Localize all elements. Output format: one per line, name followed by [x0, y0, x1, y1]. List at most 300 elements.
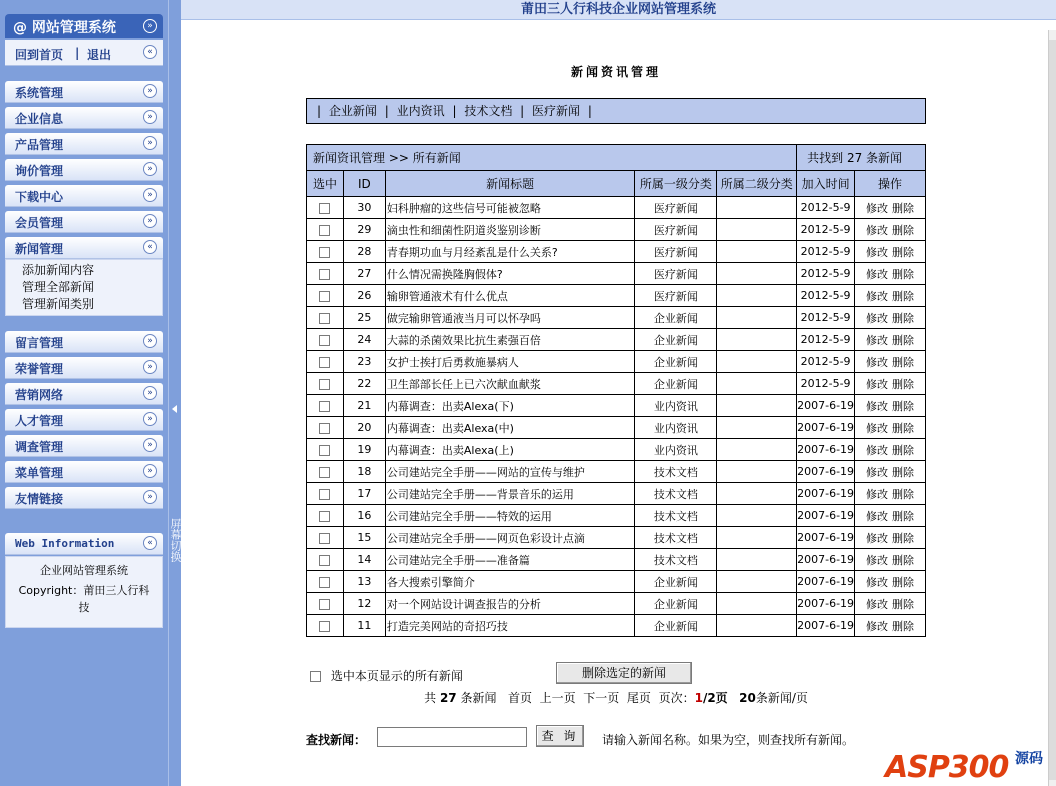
select-cell [307, 351, 344, 373]
actions-cell [855, 395, 926, 417]
id-cell: 14 [343, 549, 385, 571]
category-link[interactable]: 企业新闻 [328, 104, 377, 118]
date-cell: 2012-5-9 [797, 351, 855, 373]
edit-link[interactable]: 修改 [866, 421, 889, 435]
row-checkbox[interactable] [319, 445, 330, 456]
category1-cell: 医疗新闻 [635, 219, 717, 241]
date-cell: 2007-6-19 [797, 439, 855, 461]
actions-cell [855, 439, 926, 461]
menu-downloads[interactable] [5, 185, 163, 207]
title-cell[interactable]: 对一个网站设计调查报告的分析 [385, 593, 635, 615]
result-count: 共找到 27 条新闻 [797, 145, 926, 171]
category1-cell: 企业新闻 [635, 593, 717, 615]
delete-selected-button[interactable]: 删除选定的新闻 [556, 662, 692, 684]
menu-label: 营销网络 [15, 388, 64, 402]
actions-cell [855, 351, 926, 373]
menu-news[interactable] [5, 237, 163, 259]
actions-cell [855, 241, 926, 263]
edit-link[interactable]: 修改 [866, 333, 889, 347]
pager-per-page: 20 [739, 691, 756, 705]
separator: | [75, 46, 80, 60]
date-cell: 2007-6-19 [797, 571, 855, 593]
expand-icon[interactable]: » [143, 464, 157, 478]
edit-link[interactable]: 修改 [866, 553, 889, 567]
pager-total-prefix: 共 [424, 691, 437, 705]
web-info-copyright: Copyright：莆田三人行科 [18, 584, 150, 597]
date-cell: 2007-6-19 [797, 395, 855, 417]
category1-cell: 技术文档 [635, 549, 717, 571]
category2-cell [717, 527, 797, 549]
row-checkbox[interactable] [319, 577, 330, 588]
row-checkbox[interactable] [319, 511, 330, 522]
expand-icon[interactable]: » [143, 162, 157, 176]
date-cell: 2007-6-19 [797, 417, 855, 439]
category2-cell [717, 351, 797, 373]
id-cell: 20 [343, 417, 385, 439]
category1-cell: 技术文档 [635, 483, 717, 505]
edit-link[interactable]: 修改 [866, 619, 889, 633]
expand-icon[interactable]: » [143, 188, 157, 202]
category1-cell: 业内资讯 [635, 395, 717, 417]
table-row [307, 197, 926, 219]
search-hint: 请输入新闻名称。如果为空，则查找所有新闻。 [602, 733, 855, 747]
row-checkbox[interactable] [319, 335, 330, 346]
category2-cell [717, 417, 797, 439]
scrollbar-thumb[interactable] [1049, 40, 1056, 780]
delete-link[interactable]: 删除 [892, 443, 915, 457]
menu-label: 产品管理 [15, 138, 64, 152]
edit-link[interactable]: 修改 [866, 509, 889, 523]
category2-cell [717, 307, 797, 329]
web-info-header [5, 533, 163, 555]
date-cell: 2012-5-9 [797, 263, 855, 285]
actions-cell [855, 593, 926, 615]
menu-label: 企业信息 [15, 112, 64, 126]
edit-link[interactable]: 修改 [866, 311, 889, 325]
table-row [307, 571, 926, 593]
title-cell[interactable]: 各大搜索引擎简介 [385, 571, 635, 593]
table-row [307, 219, 926, 241]
category1-cell: 医疗新闻 [635, 285, 717, 307]
select-cell [307, 197, 344, 219]
row-checkbox[interactable] [319, 357, 330, 368]
id-cell: 17 [343, 483, 385, 505]
id-cell: 13 [343, 571, 385, 593]
menu-messages[interactable] [5, 331, 163, 353]
pager-first[interactable]: 首页 [507, 691, 532, 705]
delete-link[interactable]: 删除 [892, 377, 915, 391]
table-row [307, 593, 926, 615]
collapse-icon[interactable]: » [143, 19, 157, 33]
select-cell [307, 461, 344, 483]
column-header: 操作 [855, 171, 926, 197]
pager-last[interactable]: 尾页 [626, 691, 651, 705]
id-cell: 15 [343, 527, 385, 549]
web-info-panel [5, 556, 163, 628]
select-cell [307, 439, 344, 461]
title-cell[interactable]: 内幕调查：出卖Alexa(下) [385, 395, 635, 417]
delete-link[interactable]: 删除 [892, 245, 915, 259]
delete-link[interactable]: 删除 [892, 333, 915, 347]
table-row [307, 615, 926, 637]
date-cell: 2007-6-19 [797, 483, 855, 505]
title-cell[interactable]: 内幕调查：出卖Alexa(上) [385, 439, 635, 461]
actions-cell [855, 571, 926, 593]
menu-label: 新闻管理 [15, 242, 64, 256]
select-cell [307, 505, 344, 527]
category2-cell [717, 197, 797, 219]
menu-label: 系统管理 [15, 86, 64, 100]
category2-cell [717, 285, 797, 307]
actions-cell [855, 329, 926, 351]
date-cell: 2007-6-19 [797, 527, 855, 549]
category2-cell [717, 395, 797, 417]
table-row [307, 483, 926, 505]
column-header: 加入时间 [797, 171, 855, 197]
delete-link[interactable]: 删除 [892, 509, 915, 523]
column-header: 新闻标题 [385, 171, 635, 197]
id-cell: 25 [343, 307, 385, 329]
delete-link[interactable]: 删除 [892, 487, 915, 501]
submenu-add-news[interactable]: 添加新闻内容 [22, 263, 95, 277]
delete-link[interactable]: 删除 [892, 465, 915, 479]
table-row [307, 307, 926, 329]
logo-title: @ 网站管理系统 [13, 20, 116, 36]
title-cell[interactable]: 公司建站完全手册——网页色彩设计点滴 [385, 527, 635, 549]
title-cell[interactable]: 滴虫性和细菌性阴道炎鉴别诊断 [385, 219, 635, 241]
category1-cell: 医疗新闻 [635, 241, 717, 263]
select-cell [307, 417, 344, 439]
id-cell: 18 [343, 461, 385, 483]
expand-icon[interactable]: » [143, 438, 157, 452]
category2-cell [717, 549, 797, 571]
category2-cell [717, 263, 797, 285]
category1-cell: 企业新闻 [635, 351, 717, 373]
edit-link[interactable]: 修改 [866, 575, 889, 589]
expand-icon[interactable]: » [143, 360, 157, 374]
edit-link[interactable]: 修改 [866, 487, 889, 501]
edit-link[interactable]: 修改 [866, 245, 889, 259]
title-cell[interactable]: 妇科肿瘤的这些信号可能被忽略 [385, 197, 635, 219]
delete-link[interactable]: 删除 [892, 421, 915, 435]
title-cell[interactable]: 女护士挨打后勇救施暴病人 [385, 351, 635, 373]
category1-cell: 业内资讯 [635, 417, 717, 439]
actions-cell [855, 505, 926, 527]
menu-members[interactable] [5, 211, 163, 233]
actions-cell [855, 373, 926, 395]
row-checkbox[interactable] [319, 423, 330, 434]
row-checkbox[interactable] [319, 599, 330, 610]
web-info-line: 企业网站管理系统 [40, 564, 128, 577]
separator: | [520, 104, 525, 118]
table-row [307, 373, 926, 395]
edit-link[interactable]: 修改 [866, 443, 889, 457]
category1-cell: 医疗新闻 [635, 197, 717, 219]
id-cell: 23 [343, 351, 385, 373]
select-cell [307, 219, 344, 241]
search-button[interactable]: 查 询 [536, 725, 584, 747]
menu-label: 荣誉管理 [15, 362, 64, 376]
delete-link[interactable]: 删除 [892, 619, 915, 633]
expand-icon[interactable]: » [143, 490, 157, 504]
menu-links[interactable] [5, 487, 163, 509]
edit-link[interactable]: 修改 [866, 223, 889, 237]
search-label: 查找新闻： [306, 733, 367, 747]
select-cell [307, 329, 344, 351]
actions-cell [855, 483, 926, 505]
title-cell[interactable]: 卫生部部长任上已六次献血献浆 [385, 373, 635, 395]
menu-label: 下载中心 [15, 190, 64, 204]
pager [306, 689, 926, 706]
menu-label: 人才管理 [15, 414, 64, 428]
separator: | [317, 104, 322, 118]
table-caption-row [307, 145, 926, 171]
id-cell: 29 [343, 219, 385, 241]
edit-link[interactable]: 修改 [866, 597, 889, 611]
pager-prev[interactable]: 上一页 [539, 691, 576, 705]
select-cell [307, 593, 344, 615]
category-link[interactable]: 医疗新闻 [532, 104, 581, 118]
delete-link[interactable]: 删除 [892, 289, 915, 303]
submenu-news-categories[interactable]: 管理新闻类别 [22, 297, 95, 311]
menu-label: 留言管理 [15, 336, 64, 350]
delete-link[interactable]: 删除 [892, 531, 915, 545]
select-cell [307, 307, 344, 329]
home-link[interactable]: 回到首页 [15, 48, 64, 62]
actions-cell [855, 527, 926, 549]
category1-cell: 技术文档 [635, 505, 717, 527]
collapse-icon[interactable]: « [143, 240, 157, 254]
chevron-left-icon[interactable]: « [143, 45, 157, 59]
select-all-label: 选中本页显示的所有新闻 [330, 669, 463, 683]
date-cell: 2012-5-9 [797, 373, 855, 395]
category2-cell [717, 461, 797, 483]
pager-current: 1 [694, 691, 703, 705]
expand-icon[interactable]: » [143, 136, 157, 150]
actions-cell [855, 197, 926, 219]
table-row [307, 351, 926, 373]
column-header: ID [343, 171, 385, 197]
select-cell [307, 615, 344, 637]
id-cell: 19 [343, 439, 385, 461]
table-row [307, 263, 926, 285]
menu-label: 会员管理 [15, 216, 64, 230]
category2-cell [717, 593, 797, 615]
edit-link[interactable]: 修改 [866, 377, 889, 391]
select-cell [307, 395, 344, 417]
logout-link[interactable]: 退出 [87, 48, 112, 62]
sidebar [0, 0, 168, 786]
select-cell [307, 263, 344, 285]
delete-link[interactable]: 删除 [892, 267, 915, 281]
column-header: 所属一级分类 [635, 171, 717, 197]
menu-label: 调查管理 [15, 440, 64, 454]
expand-icon[interactable]: » [143, 214, 157, 228]
select-cell [307, 483, 344, 505]
edit-link[interactable]: 修改 [866, 289, 889, 303]
page-title: 新闻资讯管理 [570, 65, 661, 79]
id-cell: 21 [343, 395, 385, 417]
menu-products[interactable] [5, 133, 163, 155]
title-cell[interactable]: 公司建站完全手册——准备篇 [385, 549, 635, 571]
id-cell: 11 [343, 615, 385, 637]
separator: | [587, 104, 592, 118]
table-row [307, 549, 926, 571]
expand-icon[interactable]: » [143, 84, 157, 98]
title-cell[interactable]: 什么情况需换隆胸假体? [385, 263, 635, 285]
row-checkbox[interactable] [319, 467, 330, 478]
delete-link[interactable]: 删除 [892, 399, 915, 413]
title-cell[interactable]: 做完输卵管通液当月可以怀孕吗 [385, 307, 635, 329]
category2-cell [717, 483, 797, 505]
row-checkbox[interactable] [319, 621, 330, 632]
search-input[interactable] [377, 727, 527, 747]
date-cell: 2007-6-19 [797, 549, 855, 571]
category2-cell [717, 439, 797, 461]
expand-icon[interactable]: » [143, 110, 157, 124]
row-checkbox[interactable] [319, 225, 330, 236]
web-info-title: Web Information [15, 537, 115, 550]
watermark-text: ASP300 [885, 750, 1009, 785]
menu-survey[interactable] [5, 435, 163, 457]
row-checkbox[interactable] [319, 555, 330, 566]
frame-divider[interactable] [168, 0, 181, 786]
edit-link[interactable]: 修改 [866, 531, 889, 545]
menu-marketing[interactable] [5, 383, 163, 405]
table-row [307, 417, 926, 439]
web-info-line: 技 [78, 601, 90, 614]
row-checkbox[interactable] [319, 533, 330, 544]
category1-cell: 医疗新闻 [635, 263, 717, 285]
actions-cell [855, 285, 926, 307]
select-cell [307, 549, 344, 571]
chevron-left-icon[interactable]: « [143, 536, 157, 550]
category1-cell: 业内资讯 [635, 439, 717, 461]
title-cell[interactable]: 青春期功血与月经紊乱是什么关系? [385, 241, 635, 263]
delete-link[interactable]: 删除 [892, 201, 915, 215]
date-cell: 2012-5-9 [797, 241, 855, 263]
edit-link[interactable]: 修改 [866, 399, 889, 413]
delete-link[interactable]: 删除 [892, 355, 915, 369]
watermark-logo [885, 740, 1050, 784]
table-row [307, 461, 926, 483]
category1-cell: 技术文档 [635, 461, 717, 483]
id-cell: 22 [343, 373, 385, 395]
date-cell: 2007-6-19 [797, 615, 855, 637]
actions-cell [855, 219, 926, 241]
edit-link[interactable]: 修改 [866, 201, 889, 215]
expand-icon[interactable]: » [143, 334, 157, 348]
row-checkbox[interactable] [319, 269, 330, 280]
news-submenu [5, 259, 163, 316]
delete-link[interactable]: 删除 [892, 223, 915, 237]
table-row [307, 527, 926, 549]
submenu-manage-news[interactable]: 管理全部新闻 [22, 280, 95, 294]
row-checkbox[interactable] [319, 291, 330, 302]
expand-icon[interactable]: » [143, 412, 157, 426]
menu-company-info[interactable] [5, 107, 163, 129]
select-all[interactable] [310, 667, 463, 684]
pager-total: 27 [439, 691, 457, 705]
menu-honors[interactable] [5, 357, 163, 379]
pager-per-page-suffix: 条新闻/页 [755, 691, 808, 705]
row-checkbox[interactable] [319, 401, 330, 412]
category-link[interactable]: 技术文档 [464, 104, 513, 118]
menu-system[interactable] [5, 81, 163, 103]
column-header: 选中 [307, 171, 344, 197]
news-table [306, 144, 926, 637]
pager-next[interactable]: 下一页 [583, 691, 620, 705]
pager-total-pages: /2页 [702, 691, 728, 705]
title-cell[interactable]: 公司建站完全手册——背景音乐的运用 [385, 483, 635, 505]
edit-link[interactable]: 修改 [866, 465, 889, 479]
table-row [307, 285, 926, 307]
actions-cell [855, 263, 926, 285]
table-body [307, 197, 926, 637]
category1-cell: 技术文档 [635, 527, 717, 549]
select-all-checkbox[interactable] [310, 671, 321, 682]
table-row [307, 395, 926, 417]
category2-cell [717, 505, 797, 527]
menu-label: 菜单管理 [15, 466, 64, 480]
id-cell: 26 [343, 285, 385, 307]
id-cell: 30 [343, 197, 385, 219]
row-checkbox[interactable] [319, 203, 330, 214]
id-cell: 12 [343, 593, 385, 615]
delete-link[interactable]: 删除 [892, 597, 915, 611]
category-link[interactable]: 业内资讯 [396, 104, 445, 118]
id-cell: 16 [343, 505, 385, 527]
actions-cell [855, 417, 926, 439]
title-cell[interactable]: 内幕调查：出卖Alexa(中) [385, 417, 635, 439]
date-cell: 2012-5-9 [797, 307, 855, 329]
row-checkbox[interactable] [319, 313, 330, 324]
title-cell[interactable]: 打造完美网站的奇招巧技 [385, 615, 635, 637]
scrollbar[interactable] [1048, 30, 1056, 786]
edit-link[interactable]: 修改 [866, 355, 889, 369]
title-cell[interactable]: 公司建站完全手册——特效的运用 [385, 505, 635, 527]
menu-menus[interactable] [5, 461, 163, 483]
row-checkbox[interactable] [319, 247, 330, 258]
select-cell [307, 285, 344, 307]
edit-link[interactable]: 修改 [866, 267, 889, 281]
table-row [307, 241, 926, 263]
screen-switch[interactable]: 屏幕切换 [169, 518, 182, 562]
menu-inquiry[interactable] [5, 159, 163, 181]
actions-cell [855, 461, 926, 483]
category2-cell [717, 329, 797, 351]
category1-cell: 企业新闻 [635, 307, 717, 329]
expand-icon[interactable]: » [143, 386, 157, 400]
row-checkbox[interactable] [319, 379, 330, 390]
category-bar [306, 98, 926, 124]
menu-talent[interactable] [5, 409, 163, 431]
title-cell[interactable]: 公司建站完全手册——网站的宣传与维护 [385, 461, 635, 483]
title-cell[interactable]: 输卵管通液术有什么优点 [385, 285, 635, 307]
category2-cell [717, 571, 797, 593]
table-row [307, 439, 926, 461]
title-cell[interactable]: 大蒜的杀菌效果比抗生素强百倍 [385, 329, 635, 351]
delete-link[interactable]: 删除 [892, 575, 915, 589]
delete-link[interactable]: 删除 [892, 311, 915, 325]
date-cell: 2012-5-9 [797, 219, 855, 241]
arrow-left-icon[interactable] [172, 405, 177, 413]
category2-cell [717, 241, 797, 263]
pager-page-prefix: 页次： [658, 691, 695, 705]
row-checkbox[interactable] [319, 489, 330, 500]
pager-total-suffix: 条新闻 [460, 691, 497, 705]
delete-link[interactable]: 删除 [892, 553, 915, 567]
